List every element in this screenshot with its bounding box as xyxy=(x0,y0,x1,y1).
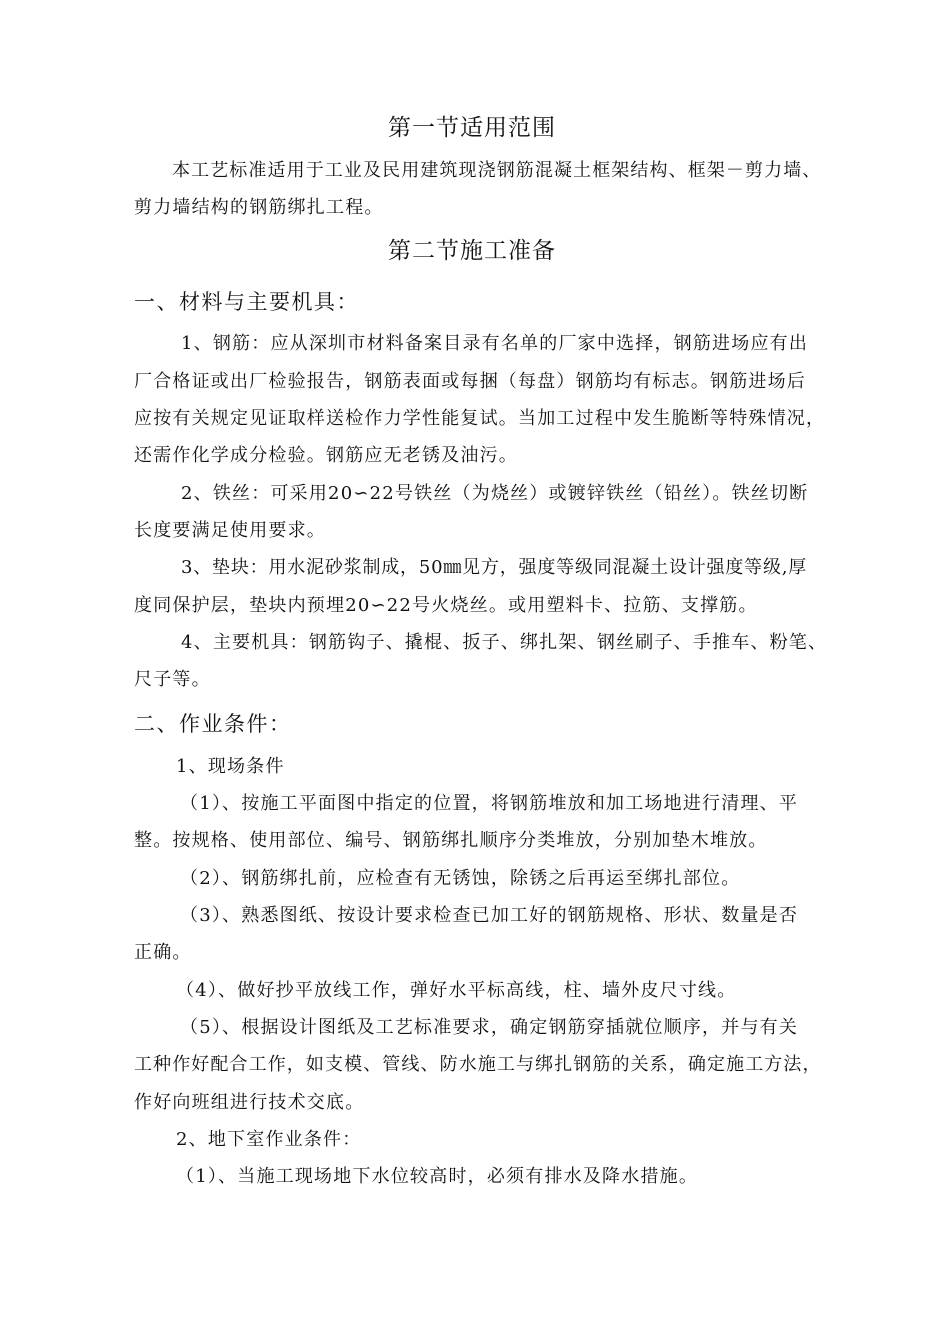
condition-line: 作好向班组进行技术交底。 xyxy=(134,1092,365,1113)
item-main-tools-line: 4、主要机具：钢筋钩子、撬棍、扳子、绑扎架、钢丝刷子、手推车、粉笔、 xyxy=(181,632,828,653)
section-title-scope: 第一节适用范围 xyxy=(388,115,556,141)
item-spacer-block-line: 3、垫块：用水泥砂浆制成，50㎜见方，强度等级同混凝土设计强度等级,厚 xyxy=(181,557,808,578)
scope-paragraph-line: 剪力墙结构的钢筋绑扎工程。 xyxy=(134,197,384,218)
subheading-basement-conditions: 2、地下室作业条件： xyxy=(176,1129,362,1150)
heading-materials-tools: 一、材料与主要机具： xyxy=(134,290,359,314)
item-steel-line: 厂合格证或出厂检验报告，钢筋表面或每捆（每盘）钢筋均有标志。钢筋进场后 xyxy=(134,371,806,392)
section-title-preparation: 第二节施工准备 xyxy=(388,238,556,264)
item-wire-line: 长度要满足使用要求。 xyxy=(134,520,326,541)
condition-line: （5）、根据设计图纸及工艺标准要求，确定钢筋穿插就位顺序，并与有关 xyxy=(180,1017,799,1038)
condition-line: （1）、按施工平面图中指定的位置，将钢筋堆放和加工场地进行清理、平 xyxy=(180,793,799,814)
condition-line: 整。按规格、使用部位、编号、钢筋绑扎顺序分类堆放，分别加垫木堆放。 xyxy=(134,830,768,851)
item-steel-line: 1、钢筋：应从深圳市材料备案目录有名单的厂家中选择，钢筋进场应有出 xyxy=(181,333,809,354)
item-spacer-block-line: 度同保护层，垫块内预埋20∽22号火烧丝。或用塑料卡、拉筋、支撑筋。 xyxy=(134,595,758,616)
item-main-tools-line: 尺子等。 xyxy=(134,669,211,690)
item-steel-line: 还需作化学成分检验。钢筋应无老锈及油污。 xyxy=(134,445,518,466)
subheading-site-conditions: 1、现场条件 xyxy=(176,756,285,777)
condition-line: 工种作好配合工作，如支模、管线、防水施工与绑扎钢筋的关系，确定施工方法， xyxy=(134,1054,822,1075)
item-wire-line: 2、铁丝：可采用20∽22号铁丝（为烧丝）或镀锌铁丝（铅丝）。铁丝切断 xyxy=(181,483,809,504)
condition-line: （2）、钢筋绑扎前，应检查有无锈蚀，除锈之后再运至绑扎部位。 xyxy=(180,868,741,889)
item-steel-line: 应按有关规定见证取样送检作力学性能复试。当加工过程中发生脆断等特殊情况， xyxy=(134,408,826,429)
heading-work-conditions: 二、作业条件： xyxy=(134,712,292,736)
condition-line: （4）、做好抄平放线工作，弹好水平标高线，柱、墙外皮尺寸线。 xyxy=(176,980,737,1001)
condition-line: （3）、熟悉图纸、按设计要求检查已加工好的钢筋规格、形状、数量是否 xyxy=(180,905,799,926)
condition-line: 正确。 xyxy=(134,942,192,963)
scope-paragraph-line: 本工艺标准适用于工业及民用建筑现浇钢筋混凝土框架结构、框架－剪力墙、 xyxy=(172,160,822,181)
condition-line: （1）、当施工现场地下水位较高时，必须有排水及降水措施。 xyxy=(176,1166,699,1187)
